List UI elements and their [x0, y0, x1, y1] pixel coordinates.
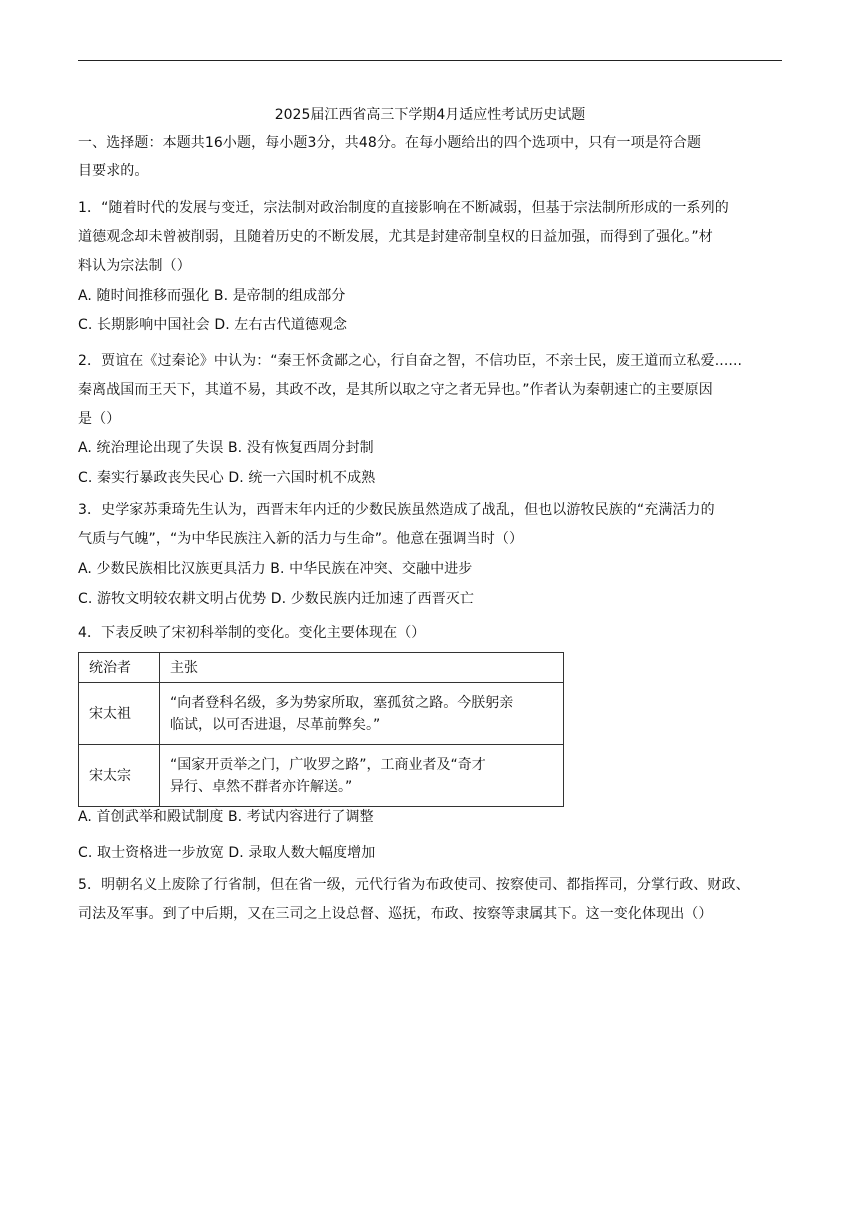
q3-options-cd: C. 游牧文明较农耕文明占优势 D. 少数民族内迁加速了西晋灭亡	[78, 591, 475, 607]
q3-stem-line1: 3．史学家苏秉琦先生认为，西晋末年内迁的少数民族虽然造成了战乱，但也以游牧民族的“充满活力的	[78, 502, 715, 518]
table-row	[79, 745, 564, 807]
q2-stem-line2: 秦离战国而王天下，其道不易，其政不改，是其所以取之守之者无异也。”作者认为秦朝速亡的主要原因	[78, 382, 713, 398]
q2-stem-line3: 是（）	[78, 411, 121, 427]
proposal-line: “向者登科名级，多为势家所取，塞孤贫之路。今朕躬亲	[170, 694, 514, 711]
table-header-row	[79, 653, 564, 683]
proposal-line: “国家开贡举之门，广收罗之路”，工商业者及“奇才	[170, 756, 486, 773]
q2-stem-line1: 2．贾谊在《过秦论》中认为：“秦王怀贪鄙之心，行自奋之智，不信功臣，不亲士民，废王道而立私爱......	[78, 353, 743, 369]
table-cell-ruler: 宋太宗	[79, 745, 160, 807]
q3-stem-line2: 气质与气魄”，“为中华民族注入新的活力与生命”。他意在强调当时（）	[78, 531, 524, 547]
section-instructions-line2: 目要求的。	[78, 163, 149, 179]
exam-title: 2025届江西省高三下学期4月适应性考试历史试题	[274, 107, 586, 123]
q1-stem-line3: 料认为宗法制（）	[78, 258, 191, 274]
q5-stem-line2: 司法及军事。到了中后期，又在三司之上设总督、巡抚，布政、按察等隶属其下。这一变化体现出（）	[78, 906, 713, 922]
table-cell-proposal	[160, 745, 564, 807]
proposal-line: 临试，以可否进退，尽革前弊矣。”	[170, 716, 381, 733]
q1-stem-line2: 道德观念却未曾被削弱，且随着历史的不断发展，尤其是封建帝制皇权的日益加强，而得到了强化。”材	[78, 229, 713, 245]
q4-stem-line1: 4．下表反映了宋初科举制的变化。变化主要体现在（）	[78, 625, 426, 641]
q4-options-ab: A. 首创武举和殿试制度 B. 考试内容进行了调整	[78, 809, 374, 825]
q4-options-cd: C. 取士资格进一步放宽 D. 录取人数大幅度增加	[78, 845, 376, 861]
q3-options-ab: A. 少数民族相比汉族更具活力 B. 中华民族在冲突、交融中进步	[78, 561, 473, 577]
table-header-proposal: 主张	[160, 653, 564, 683]
q5-stem-line1: 5．明朝名义上废除了行省制，但在省一级，元代行省为布政使司、按察使司、都指挥司，分掌行政、财政、	[78, 877, 750, 893]
q1-options-ab: A. 随时间推移而强化 B. 是帝制的组成部分	[78, 288, 346, 304]
proposal-line: 异行、卓然不群者亦许解送。”	[170, 778, 353, 795]
q4-table	[78, 652, 564, 807]
section-instructions-line1: 一、选择题：本题共16小题，每小题3分，共48分。在每小题给出的四个选项中，只有一项是符合题	[78, 135, 702, 151]
q2-options-ab: A. 统治理论出现了失误 B. 没有恢复西周分封制	[78, 440, 374, 456]
q1-stem-line1: 1．“随着时代的发展与变迁，宗法制对政治制度的直接影响在不断减弱，但基于宗法制所形成的一系列的	[78, 200, 729, 216]
table-row	[79, 683, 564, 745]
q1-options-cd: C. 长期影响中国社会 D. 左右古代道德观念	[78, 317, 348, 333]
table-cell-proposal	[160, 683, 564, 745]
table-header-ruler: 统治者	[79, 653, 160, 683]
table-cell-ruler: 宋太祖	[79, 683, 160, 745]
header-rule	[78, 60, 782, 61]
q2-options-cd: C. 秦实行暴政丧失民心 D. 统一六国时机不成熟	[78, 470, 376, 486]
